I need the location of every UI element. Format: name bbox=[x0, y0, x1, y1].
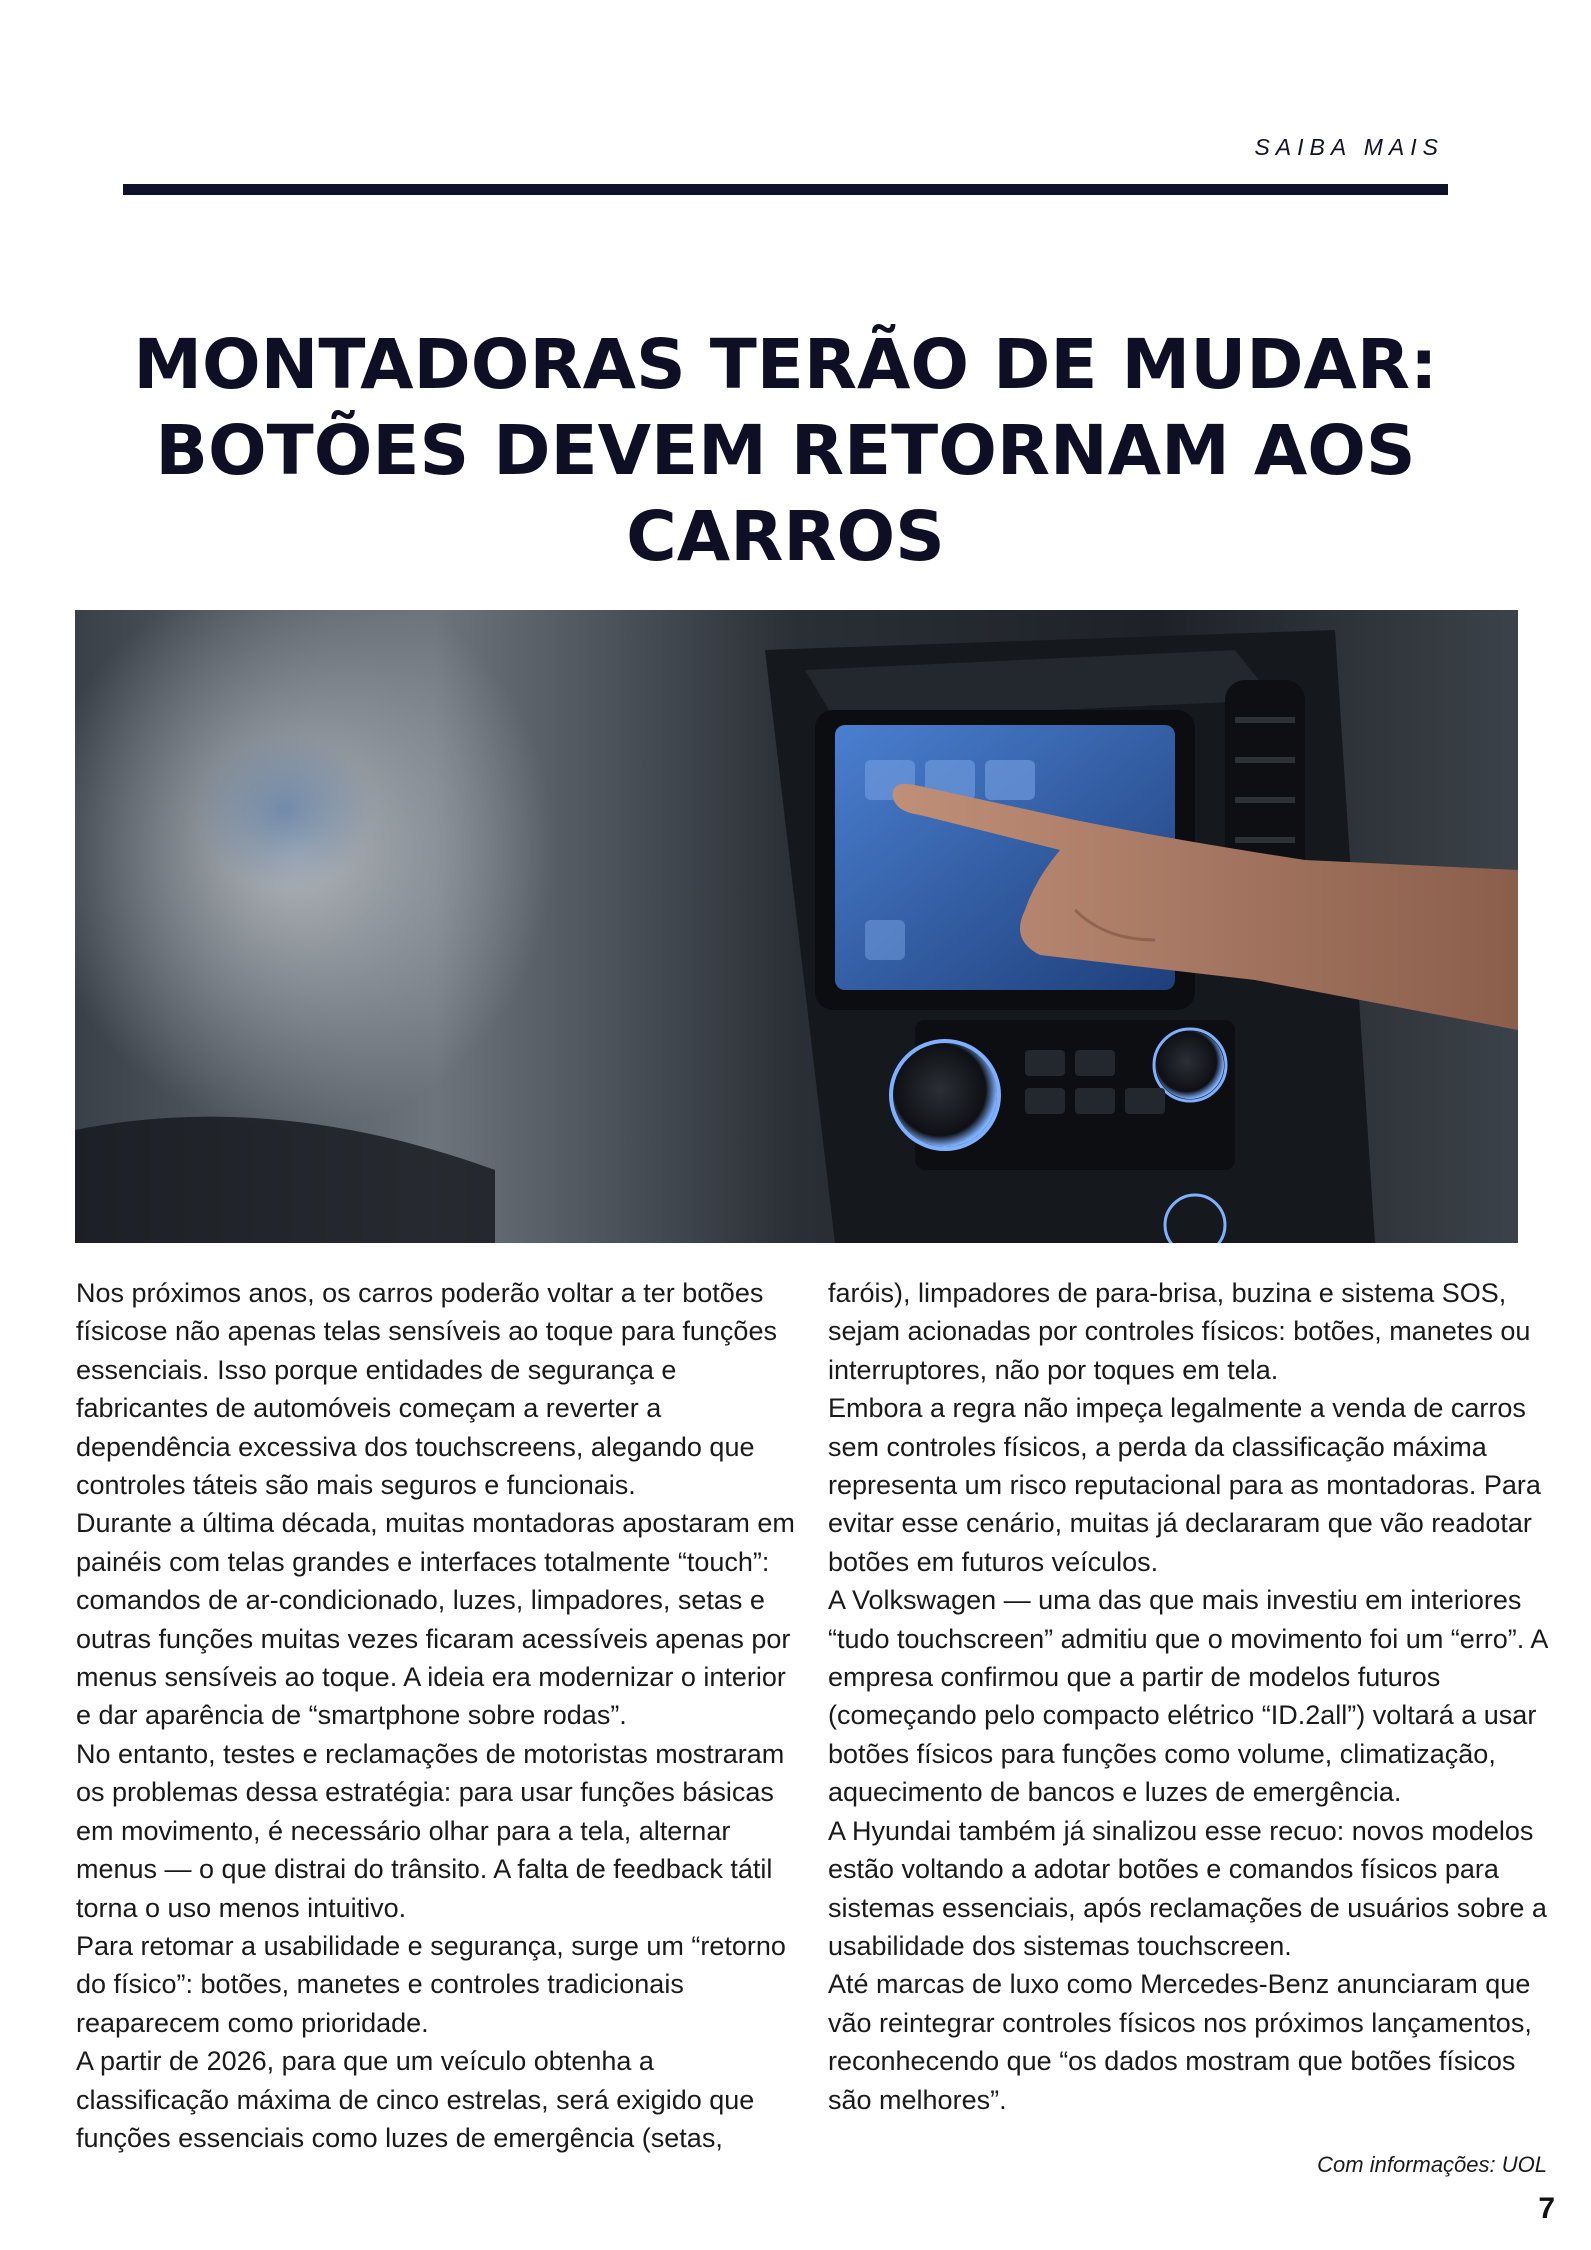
paragraph: A partir de 2026, para que um veículo obtenha a classificação máxima de cinco estrelas, será exigido que funções essenciais como luzes de emergência (setas, bbox=[76, 2046, 755, 2153]
headline-line: CARROS bbox=[626, 497, 945, 577]
page-number: 7 bbox=[1538, 2192, 1555, 2225]
paragraph: Até marcas de luxo como Mercedes-Benz anunciaram que vão reintegrar controles físicos nos próximos lançamentos, reconhecendo que “os dados mostram que botões físicos são melhores”. bbox=[828, 1969, 1532, 2115]
paragraph: A Hyundai também já sinalizou esse recuo: novos modelos estão voltando a adotar botões e comandos físicos para sistemas essenciais, após reclamações de usuários sobre a usabilidade dos sistemas touchscreen. bbox=[828, 1815, 1547, 1961]
headline-line: MONTADORAS TERÃO DE MUDAR: bbox=[133, 325, 1438, 405]
header-rule bbox=[123, 184, 1448, 195]
paragraph: Para retomar a usabilidade e segurança, surge um “retorno do físico”: botões, manetes e controles tradicionais reaparecem como prioridade. bbox=[76, 1930, 786, 2038]
article-column-left bbox=[76, 1274, 806, 2157]
article-headline bbox=[123, 322, 1448, 580]
article-column-right bbox=[828, 1274, 1548, 2119]
paragraph: A Volkswagen — uma das que mais investiu em interiores “tudo touchscreen” admitiu que o movimento foi um “erro”. A empresa confirmou que a partir de modelos futuros (começando pelo compacto elétrico “ID.2all”) voltará a usar botões físicos para funções como volume, climatização, aquecimento de bancos e luzes de emergência. bbox=[828, 1585, 1547, 1808]
paragraph: No entanto, testes e reclamações de motoristas mostraram os problemas dessa estratégia: para usar funções básicas em movimento, é necessário olhar para a tela, alternar menus — o que distrai do trânsito. A falta de feedback tátil torna o uso menos intuitivo. bbox=[76, 1738, 785, 1923]
paragraph: Durante a última década, muitas montadoras apostaram em painéis com telas grandes e interfaces totalmente “touch”: comandos de ar-condicionado, luzes, limpadores, setas e outras funções muitas vezes ficaram acessíveis apenas por menus sensíveis ao toque. A ideia era modernizar o interior e dar aparência de “smartphone sobre rodas”. bbox=[76, 1508, 795, 1731]
section-tag: SAIBA MAIS bbox=[1254, 134, 1444, 160]
car-touchscreen-photo bbox=[75, 610, 1518, 1243]
headline-line: BOTÕES DEVEM RETORNAM AOS bbox=[155, 411, 1416, 491]
paragraph: Nos próximos anos, os carros poderão voltar a ter botões físicose não apenas telas sensíveis ao toque para funções essenciais. Isso porque entidades de segurança e fabricantes de automóveis começam a reverter a dependência excessiva dos touchscreens, alegando que controles táteis são mais seguros e funcionais. bbox=[76, 1278, 777, 1501]
paragraph: faróis), limpadores de para-brisa, buzina e sistema SOS, sejam acionadas por controles físicos: botões, manetes ou interruptores, não por toques em tela. bbox=[828, 1278, 1531, 1385]
car-dashboard-illustration bbox=[75, 610, 1518, 1243]
source-credit: Com informações: UOL bbox=[1317, 2152, 1547, 2177]
paragraph: Embora a regra não impeça legalmente a venda de carros sem controles físicos, a perda da classificação máxima representa um risco reputacional para as montadoras. Para evitar esse cenário, muitas já declararam que vão readotar botões em futuros veículos. bbox=[828, 1393, 1541, 1577]
